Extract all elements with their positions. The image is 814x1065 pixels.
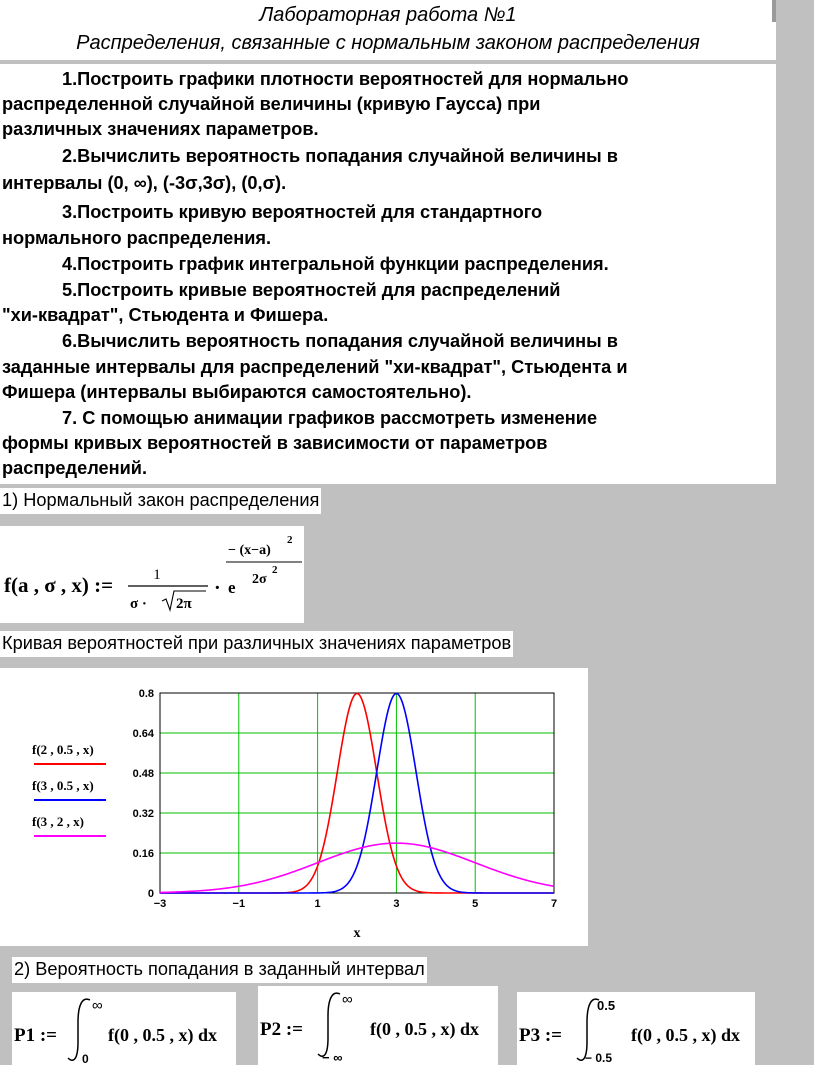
integral-name: P3 := [519, 1025, 563, 1046]
task-line: распределенной случайной величины (кривую Гаусса) при [2, 94, 541, 114]
integral-lower: 0 [82, 1052, 89, 1065]
title-block [0, 0, 776, 60]
y-tick-label: 0 [147, 888, 154, 900]
task-line: 5.Построить кривые вероятностей для распределений [62, 280, 561, 300]
chart-caption: Кривая вероятностей при различных значениях параметров [0, 631, 513, 657]
integral-p2 [258, 986, 498, 1065]
integral-p2-render [258, 986, 498, 1065]
x-tick-label: −1 [232, 898, 246, 910]
chart-legend [32, 742, 106, 836]
task-line: 4.Построить график интегральной функции распределения. [62, 254, 609, 274]
x-tick-label: 3 [393, 898, 400, 910]
section-1-heading: 1) Нормальный закон распределения [0, 488, 321, 514]
x-tick-label: 7 [550, 898, 558, 910]
integral-p3-render [517, 992, 755, 1065]
legend-label: f(2 , 0.5 , x) [32, 742, 94, 757]
formula-den-sigma: σ · [130, 596, 147, 612]
integral-name: P2 := [260, 1019, 304, 1040]
legend-label: f(3 , 0.5 , x) [32, 778, 94, 793]
formula-exp-den-power: 2 [272, 564, 278, 576]
task-line: интервалы (0, ∞), (-3σ,3σ), (0,σ). [2, 173, 287, 193]
integral-upper: 0.5 [597, 998, 616, 1013]
integral-p1 [12, 992, 236, 1065]
chart-grid [160, 693, 554, 893]
series-line [160, 694, 554, 893]
task-line: 3.Построить кривую вероятностей для стандартного [62, 202, 543, 222]
integral-upper: ∞ [342, 991, 353, 1008]
task-line: 7. С помощью анимации графиков рассмотреть изменение [62, 408, 598, 428]
task-line: заданные интервалы для распределений "хи-квадрат", Стьюдента и [2, 357, 628, 377]
integral-p1-render [12, 992, 236, 1065]
density-formula [0, 526, 304, 623]
integral-lower: − 0.5 [585, 1051, 613, 1065]
task-line: различных значениях параметров. [2, 119, 319, 139]
y-tick-label: 0.64 [132, 728, 154, 740]
integral-name: P1 := [14, 1025, 58, 1046]
formula-render [0, 526, 304, 623]
scroll-marker [772, 0, 776, 22]
formula-lhs: f(a , σ , x) := [4, 573, 114, 597]
y-tick-label: 0.8 [138, 688, 154, 700]
integral-integrand: f(0 , 0.5 , x) dx [370, 1019, 479, 1039]
series-line [160, 694, 554, 893]
chart-series [160, 694, 554, 893]
task-line: нормального распределения. [2, 228, 272, 248]
plot-frame [160, 693, 554, 893]
x-tick-label: −3 [153, 898, 167, 910]
y-tick-label: 0.32 [132, 808, 154, 820]
task-line: Фишера (интервалы выбираются самостоятельно). [2, 382, 472, 402]
task-list [0, 64, 776, 484]
formula-exp-num-power: 2 [287, 534, 293, 546]
task-line: 6.Вычислить вероятность попадания случайной величины в [62, 331, 618, 351]
task-line: "хи-квадрат", Стьюдента и Фишера. [2, 305, 329, 325]
formula-base: e [228, 578, 236, 597]
task-line: 1.Построить графики плотности вероятностей для нормально [62, 69, 629, 89]
integral-integrand: f(0 , 0.5 , x) dx [108, 1025, 217, 1045]
chart-svg [0, 668, 588, 946]
x-tick-labels [154, 898, 557, 910]
integral-upper: ∞ [92, 997, 103, 1014]
x-tick-label: 1 [314, 898, 321, 910]
y-tick-label: 0.48 [132, 768, 154, 780]
integral-integrand: f(0 , 0.5 , x) dx [631, 1025, 740, 1045]
formula-exp-denominator: 2σ [252, 572, 267, 587]
integral-sign [318, 993, 340, 1056]
formula-den-root: 2π [176, 596, 192, 612]
formula-exp-numerator: − (x−a) [228, 543, 271, 558]
y-tick-labels [133, 688, 155, 900]
y-tick-label: 0.16 [132, 848, 154, 860]
task-line: 2.Вычислить вероятность попадания случайной величины в [62, 146, 618, 166]
integral-lower: − ∞ [322, 1050, 343, 1065]
task-line: распределений. [2, 458, 148, 478]
document-subtitle: Распределения, связанные с нормальным законом распределения [76, 32, 700, 54]
task-line: формы кривых вероятностей в зависимости от параметров [2, 433, 548, 453]
legend-label: f(3 , 2 , x) [32, 814, 84, 829]
integral-p3 [517, 992, 755, 1065]
formula-numerator: 1 [153, 567, 161, 583]
formula-dot: · [214, 577, 221, 599]
section-2-heading: 2) Вероятность попадания в заданный интервал [12, 957, 427, 983]
document-title: Лабораторная работа №1 [259, 4, 517, 26]
x-axis-label: x [353, 926, 361, 941]
density-chart [0, 668, 588, 946]
x-tick-label: 5 [472, 898, 479, 910]
